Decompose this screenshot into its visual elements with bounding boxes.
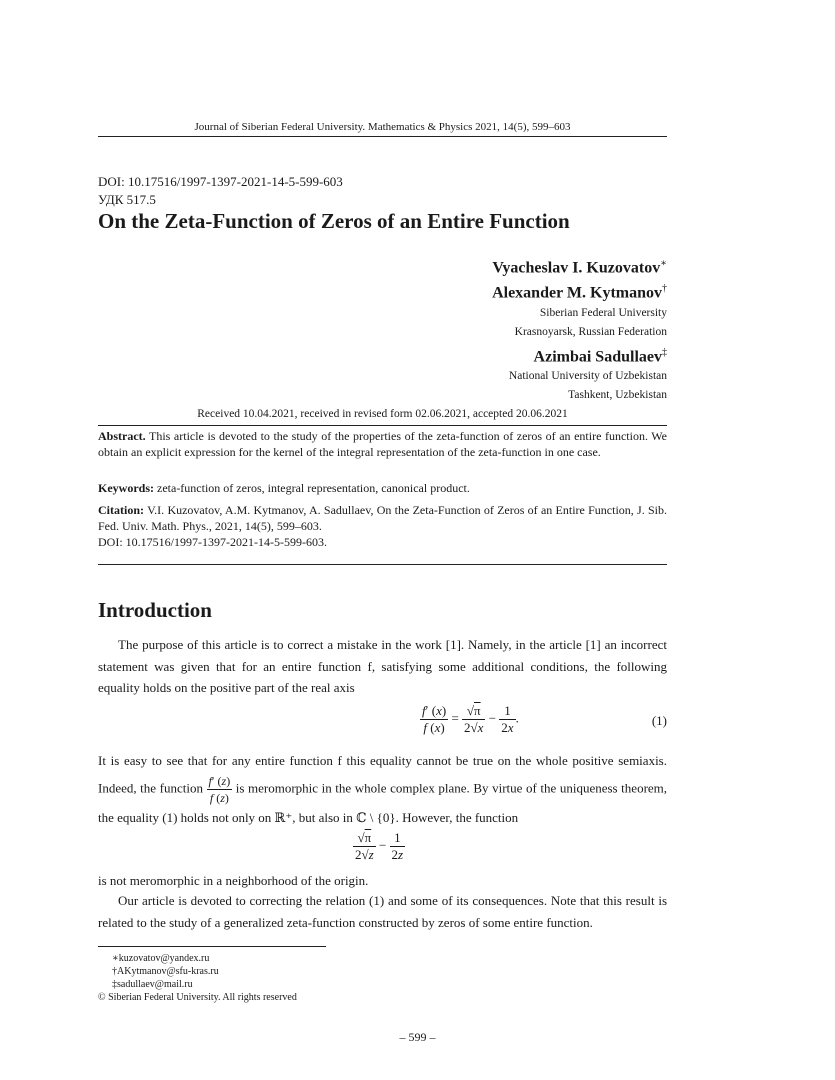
authors-block <box>267 253 667 405</box>
equation-body: $\frac{f' (x)}{f (x)}$ = $\frac{√\pi}{2√x}$ − $\frac{1}{2x}$ . <box>422 703 519 735</box>
intro-paragraph-4: Our article is devoted to correcting the relation (1) and some of its consequences. Note that this result is related to the study of a generalized zeta-function constructed by zeros of some entire function. <box>98 893 667 930</box>
paper-title: On the Zeta-Function of Zeros of an Entire Function <box>98 209 570 233</box>
section-heading: Introduction <box>98 598 212 622</box>
received-dates: Received 10.04.2021, received in revised form 02.06.2021, accepted 20.06.2021 <box>197 408 568 420</box>
intro-paragraph-2: It is easy to see that for any entire function f this equality cannot be true on the whole positive semiaxis. Indeed, the function $\frac{f' (z)}{f (z)}$ is meromorphic in the whole complex plane. By virtue of the uniqueness theorem, the equality (1) holds not only on ℝ⁺, but also in ℂ \ {0}. However, the function <box>98 753 668 825</box>
equation-number: (1) <box>651 713 667 728</box>
citation: Citation: V.I. Kuzovatov, A.M. Kytmanov, A. Sadullaev, On the Zeta-Function of Zeros of an Entire Function, J. Sib. Fed. Univ. Math. Phys., 2021, 14(5), 599–603. DOI: 10.17516/1997-1397-2021-14-5-599-603. <box>98 503 667 549</box>
author-2: Alexander M. Kytmanov† <box>492 283 667 302</box>
footnote-email: ‡sadullaev@mail.ru <box>112 979 193 990</box>
abstract-bottom-rule <box>98 564 667 565</box>
display-formula: $\frac{√\pi}{2√z}$ − $\frac{1}{2z}$ <box>355 830 404 862</box>
footnote-rule <box>98 946 326 947</box>
intro-paragraph-1: The purpose of this article is to correct a mistake in the work [1]. Namely, in the article [1] an incorrect statement was given that for an entire function f, satisfying some additional conditions, the following equality holds on the positive part of the real axis <box>98 637 667 695</box>
author-3: Azimbai Sadullaev‡ <box>533 346 667 365</box>
abstract: Abstract. This article is devoted to the study of the properties of the zeta-function of zeros of an entire function. We obtain an explicit expression for the kernel of the integral representation of the zeta-function in one case. <box>98 429 667 459</box>
copyright-notice: © Siberian Federal University. All rights reserved <box>98 992 297 1003</box>
journal-header: Journal of Siberian Federal University. Mathematics & Physics 2021, 14(5), 599–603 <box>194 121 571 133</box>
footnote-email: ∗kuzovatov@yandex.ru <box>112 953 210 964</box>
header-rule <box>98 136 667 137</box>
affiliation-line: Siberian Federal University <box>539 306 667 319</box>
keywords: Keywords: zeta-function of zeros, integral representation, canonical product. <box>98 481 470 495</box>
intro-paragraph-3: is not meromorphic in a neighborhood of the origin. <box>98 873 369 888</box>
inline-fraction: $\frac{f' (z)}{f (z)}$ <box>208 774 231 805</box>
affiliation-line: Tashkent, Uzbekistan <box>568 388 667 401</box>
abstract-top-rule <box>98 425 667 426</box>
equation-1 <box>98 703 667 743</box>
footnote-email: †AKytmanov@sfu-kras.ru <box>112 966 219 977</box>
affiliation-line: Krasnoyarsk, Russian Federation <box>514 325 667 338</box>
doi-line: DOI: 10.17516/1997-1397-2021-14-5-599-603 <box>98 174 343 189</box>
affiliation-line: National University of Uzbekistan <box>508 369 667 382</box>
author-1: Vyacheslav I. Kuzovatov∗ <box>492 258 667 277</box>
page-number: – 599 – <box>399 1030 436 1044</box>
udk-line: УДК 517.5 <box>98 192 156 207</box>
